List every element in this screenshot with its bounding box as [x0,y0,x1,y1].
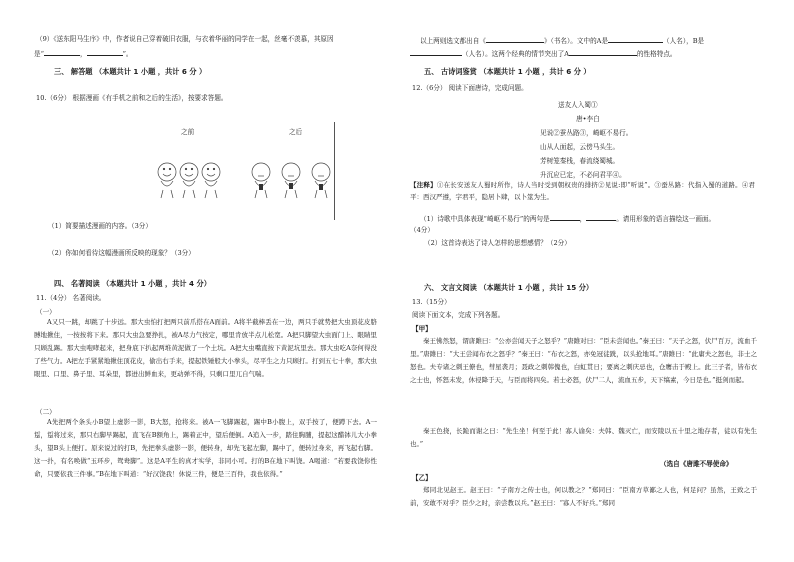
poem-notes [410,179,755,203]
source-citation: （选自《唐雎不辱使命》 [660,460,733,468]
answer-blank[interactable] [410,48,462,56]
passage-2: A先把两个条头小B望上虚影一影，B大怒，抢将来。被A一飞脚踢起，踢中B小腹上，双手按了，便蹲下去。A一踅，踅将过来，那只右脚早踢起，直飞在B额角上，踢着正中，望后便倒。A追入一步，踏住胸脯，提起这醋钵儿大小拳头，望B头上便打。原来说过的打B，先把拳头虚影一影，便转身，却先飞起左脚，踢中了，便转过身来，再飞起右脚。这一扑，有名唤做“玉环步，鸳鸯脚”。这是A平生的真才实学，非同小可。打的B在地下叫饶。A喝道：“若要我饶你性命，只要依我三件事。”B在地下叫道：“好汉饶我！休说三件，便是三百件，我也依得。” [34,418,377,478]
poem-line: 升沉应已定，不必问君平④。 [540,171,626,179]
poem-line: 见说②蚕丛路③，崎岖不易行。 [540,129,633,137]
section-6-heading: 六、 文言文阅读 （本题共计 1 小题 ，共计 15 分） [424,283,594,292]
answer-blank[interactable] [87,48,123,56]
q11-tail-line2 [410,48,677,59]
q12-sub2: （2）这首诗表达了诗人怎样的思想感情？（2分） [424,239,571,247]
answer-blank[interactable] [608,35,663,43]
notes-label: 【注释】 [410,181,437,189]
answer-blank[interactable] [486,35,544,43]
q12-sub1-b: ， [579,215,587,223]
q9-line2-mid: ， [79,50,87,58]
section-5-heading: 五、 古诗词鉴赏 （本题共计 1 小题 ，共计 6 分 ） [424,67,591,76]
cartoon-drawing [109,122,334,220]
answer-blank[interactable] [550,213,580,221]
q11-tail-line2-end: 的性格特点。 [636,50,677,58]
answer-blank[interactable] [569,48,637,56]
q11-tail-mid2: （人名），B是 [663,37,705,45]
passage-yi-label: 【乙】 [412,474,432,482]
q12-sub1 [420,213,715,224]
q11-tail-mid1: 》（书名）。文中的A是 [543,37,609,45]
q12-sub1-score: （4分） [410,226,434,234]
passage-1: A又只一跳，却跳了十步远。那大虫怕打把两只前爪搭在A面前。A将半截棒丢在一边，两只手就势把大虫顶花皮胳膊地揪住，一按按将下来。那只大虫急要挣扎，被A尽力气按定，哪里肯放半点儿松宽。A把只脚望大虫面门上、眼睛里只顾乱踢。那大虫咆哮起来，把身底下扒起两堆黄泥做了一个土坑。A把大虫嘴直按下黄泥坑里去。那大虫吃A奈何得没了些气力。A把左手紧紧地揪住顶花皮，偷出右手来，提起铁锤般大小拳头，尽平生之力只顾打。打到五七十拳，那大虫眼里、口里、鼻子里、耳朵里，都迸出鲜血来，更动弹不得，只剩口里兀自气喘。 [34,318,377,378]
q11-tail-line1 [420,35,704,46]
passage-jia-label: 【甲】 [412,325,432,333]
q11-tail-line2-mid: （人名）。这两个经典的情节突出了A [462,50,569,58]
passage-yi: 郑同北见赵王。赵王曰：“子南方之传士也，何以教之？”郑同曰：“臣南方草鄙之人也，何足问？虽然，王致之于前，安敢不对乎？臣少之时，亲尝教以兵。”赵王曰：“寡人不好兵。”郑同 [410,486,757,507]
answer-blank[interactable] [586,213,616,221]
poem-line: 山从人面起，云傍马头生。 [540,143,620,151]
notes-text: ①在长安送友人蜀时所作，诗人当时受到朝权贵的排挤②见说:即“听说”。③蚕丛路：代指入蜀的道路。④君平：西汉严遵，字君平，隐居卜肆，以卜筮为生。 [410,181,755,201]
passage-jia-2: 秦王色挠，长跪而谢之曰：“先生坐！何至于此！寡人谕矣：夫韩、魏灭亡，而安陵以五十里之地存者，徒以有先生也。” [410,427,757,448]
q12-stem: 12.（6分） 阅读下面唐诗，完成问题。 [412,84,528,92]
q12-sub1-c: 。请用形象的语言描绘这一画面。 [616,215,716,223]
q9-line2-end: ”。 [122,50,133,58]
q10-sub1: （1）简要描述漫画的内容。（3分） [48,222,152,230]
poem-author: 唐•李白 [576,115,600,123]
left-column [34,0,386,562]
q9-line2-prefix: 是“ [34,50,44,58]
q13-stem: 13.（15分） [412,298,451,306]
cartoon-before-label: 之前 [181,128,195,136]
q13-intro: 阅读下面文本，完成下列各题。 [412,311,505,319]
answer-blank[interactable] [44,48,80,56]
cartoon-image [109,122,335,220]
q11-tail-prefix: 以上两则选文都出自《 [420,37,486,45]
q12-sub1-a: （1）诗歌中具体表现“崎岖不易行”的两句是 [420,215,550,223]
poem-title: 送友人入蜀① [558,101,598,109]
q9-line1: （9）《送东阳马生序》中，作者说自己穿着破旧衣服，与衣着华丽的同学在一起，丝毫不羡慕，其原因 [36,35,334,43]
section-4-heading: 四、 名著阅读 （本题共计 1 小题 ，共计 4 分） [54,279,211,288]
cartoon-after-label: 之后 [289,128,303,136]
q10-sub2: （2）你如何看待这幅漫画所反映的现象？（3分） [48,249,195,257]
passage-jia-1: 秦王怫然怒，谓唐雎曰：“公亦尝闻天子之怒乎？”唐雎对曰：“臣未尝闻也。”秦王曰：“天子之怒，伏尸百万，流血千里。”唐雎曰：“大王尝闻布衣之怒乎？”秦王曰：“布衣之怒，亦免冠徒跣，以头抢地耳。”唐雎曰：“此庸夫之怒也，非士之怒也。夫专诸之刺王僚也，彗星袭月；聂政之刺韩傀也，白虹贯日；要离之刺庆忌也，仓鹰击于殿上。此三子者，皆布衣之士也，怀怒未发，休祲降于天，与臣而将四矣。若士必怒，伏尸二人，流血五步，天下缟素，今日是也。”挺剑而起。 [410,337,757,384]
q10-stem: 10.（6分） 根据漫画《有手机之前和之后的生活》，按要求答题。 [36,94,228,102]
section-3-heading: 三、 解答题 （本题共计 1 小题 ，共计 6 分 ） [54,67,207,76]
q9-line2 [34,48,133,59]
part-2-label: （二） [36,408,56,416]
q11-stem: 11.（4分） 名著阅读。 [36,294,106,302]
poem-line: 芳树笼秦栈，春流绕蜀城。 [540,157,620,165]
part-1-label: （一） [36,308,56,316]
right-column [410,0,762,562]
